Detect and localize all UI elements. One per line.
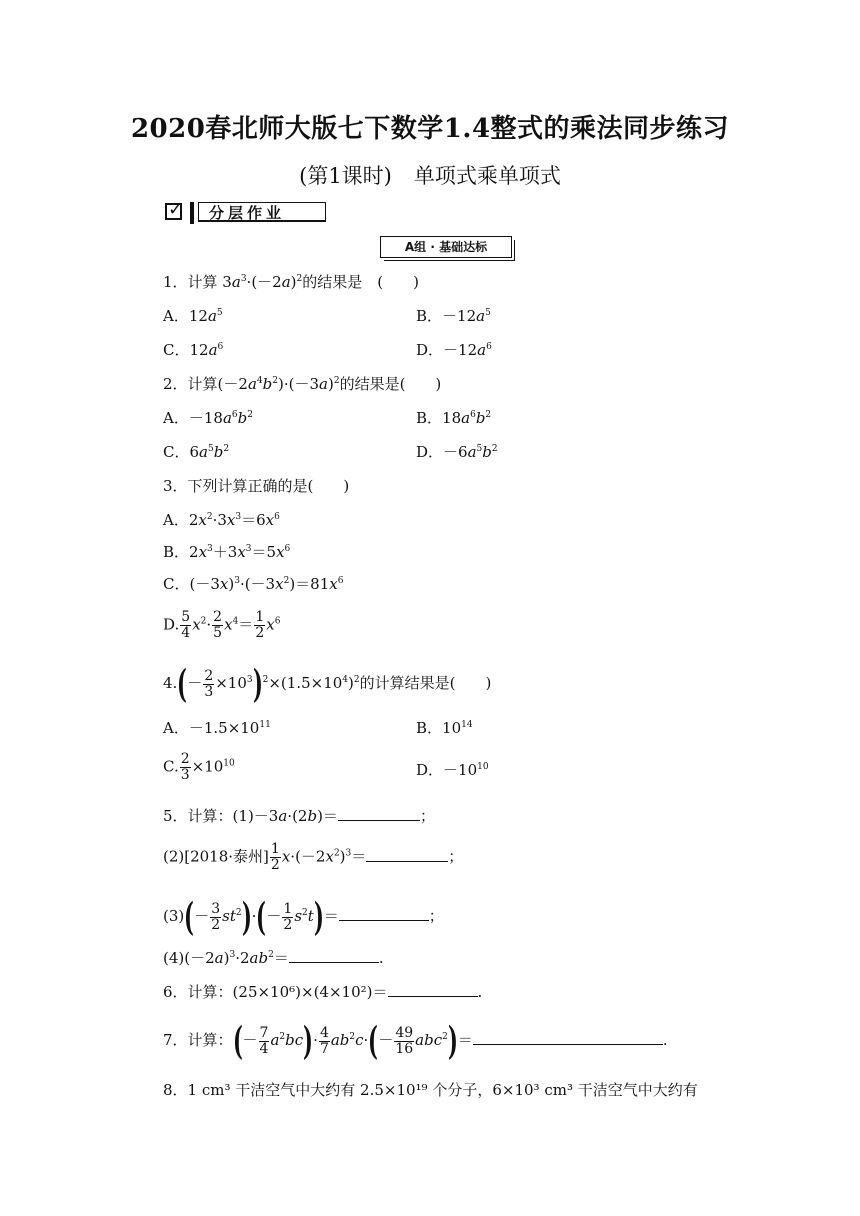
q2-option-b: B．$18a^6b^2$ [416,409,492,427]
q1-option-b: B．$-12a^5$ [416,307,491,325]
answer-blank[interactable] [473,1030,663,1045]
lesson-topic: 单项式乘单项式 [413,164,561,188]
q1-option-c: C．$12a^6$ [163,341,224,359]
q3-option-c: C．$(-3x)^3\cdot(-3x^2)=81x^6$ [163,575,344,593]
q8-stem: 8．1 cm³ 干洁空气中大约有 2.5×10¹⁹ 个分子，6×10³ cm³ 干洁空气中大约有 [163,1081,698,1099]
answer-blank[interactable] [339,906,429,921]
answer-blank[interactable] [388,982,478,997]
q5-part-4: $(4)(-2a)^3\cdot 2ab^2=$ . [163,949,384,967]
q3-option-d: D. $\frac{5}{4}$ $x^2\cdot$ $\frac{2}{5}$ $x^4=$ $\frac{1}{2}$ $x^6$ [163,609,281,641]
q3-stem: 3．下列计算正确的是( ) [163,477,350,495]
q7-stem: 7．计算：(－ $\frac{7}{4}$ $a^2bc)\cdot$ $\frac{4}{7}$ $ab^2c\cdot(-$ $\frac{49}{16}$ abc$^2$)＝ . [163,1018,668,1063]
q2-option-c: C．$6a^5b^2$ [163,443,230,461]
q3-option-b: B．$2x^3+3x^3=5x^6$ [163,543,291,561]
q1-option-d: D．$-12a^6$ [416,341,492,359]
page-subtitle [0,160,860,190]
answer-blank[interactable] [338,806,420,821]
page-title: 2020春北师大版七下数学1.4整式的乘法同步练习 [130,114,730,144]
section-label: 分层作业 [198,202,326,222]
q2-option-a: A．$-18a^6b^2$ [163,409,253,427]
q1-option-a: A．$12a^5$ [163,307,223,325]
q5-part-1: 5．计算：(1)－3a·(2b)＝ ； [163,807,435,825]
answer-blank[interactable] [289,948,379,963]
q4-option-a: A．$-1.5\times 10^{11}$ [163,719,271,737]
q4-stem: 4.(－ $\frac{2}{3}$ $\times 10^3)^2\times(1.5\times 10^4)^2$的计算结果是( ) [163,661,492,706]
q3-option-a: A．$2x^2\cdot 3x^3=6x^6$ [163,511,280,529]
q5-part-2: (2)[2018·泰州] $\frac{1}{2}$ $x\cdot(-2x^2)^3=$ ； [163,841,464,873]
q5-part-3: (3)(－ $\frac{3}{2}$ $st^2)\cdot(-$ $\frac{1}{2}$ $s^2t)=$ ； [163,894,444,939]
group-label: A组 · 基础达标 [380,236,512,258]
q6-stem: 6．计算：(25×10⁶)×(4×10²)＝ . [163,983,483,1001]
checkbox-icon: ✓ [165,203,182,220]
q1-stem: 1．计算 $3a^3\cdot(-2a)^2$的结果是 ( ) [163,273,419,291]
q4-option-d: D．$-10^{10}$ [416,761,489,779]
q4-option-b: B．$10^{14}$ [416,719,473,737]
q4-option-c: C. $\frac{2}{3}$ $\times 10^{10}$ [163,751,235,783]
group-tag [380,236,514,260]
answer-blank[interactable] [366,847,448,862]
q2-stem: 2．计算$(-2a^4b^2)\cdot(-3a)^2$的结果是( ) [163,375,442,393]
lesson-number: (第1课时) [299,164,392,188]
section-header [190,202,328,224]
q2-option-d: D．$-6a^5b^2$ [416,443,498,461]
